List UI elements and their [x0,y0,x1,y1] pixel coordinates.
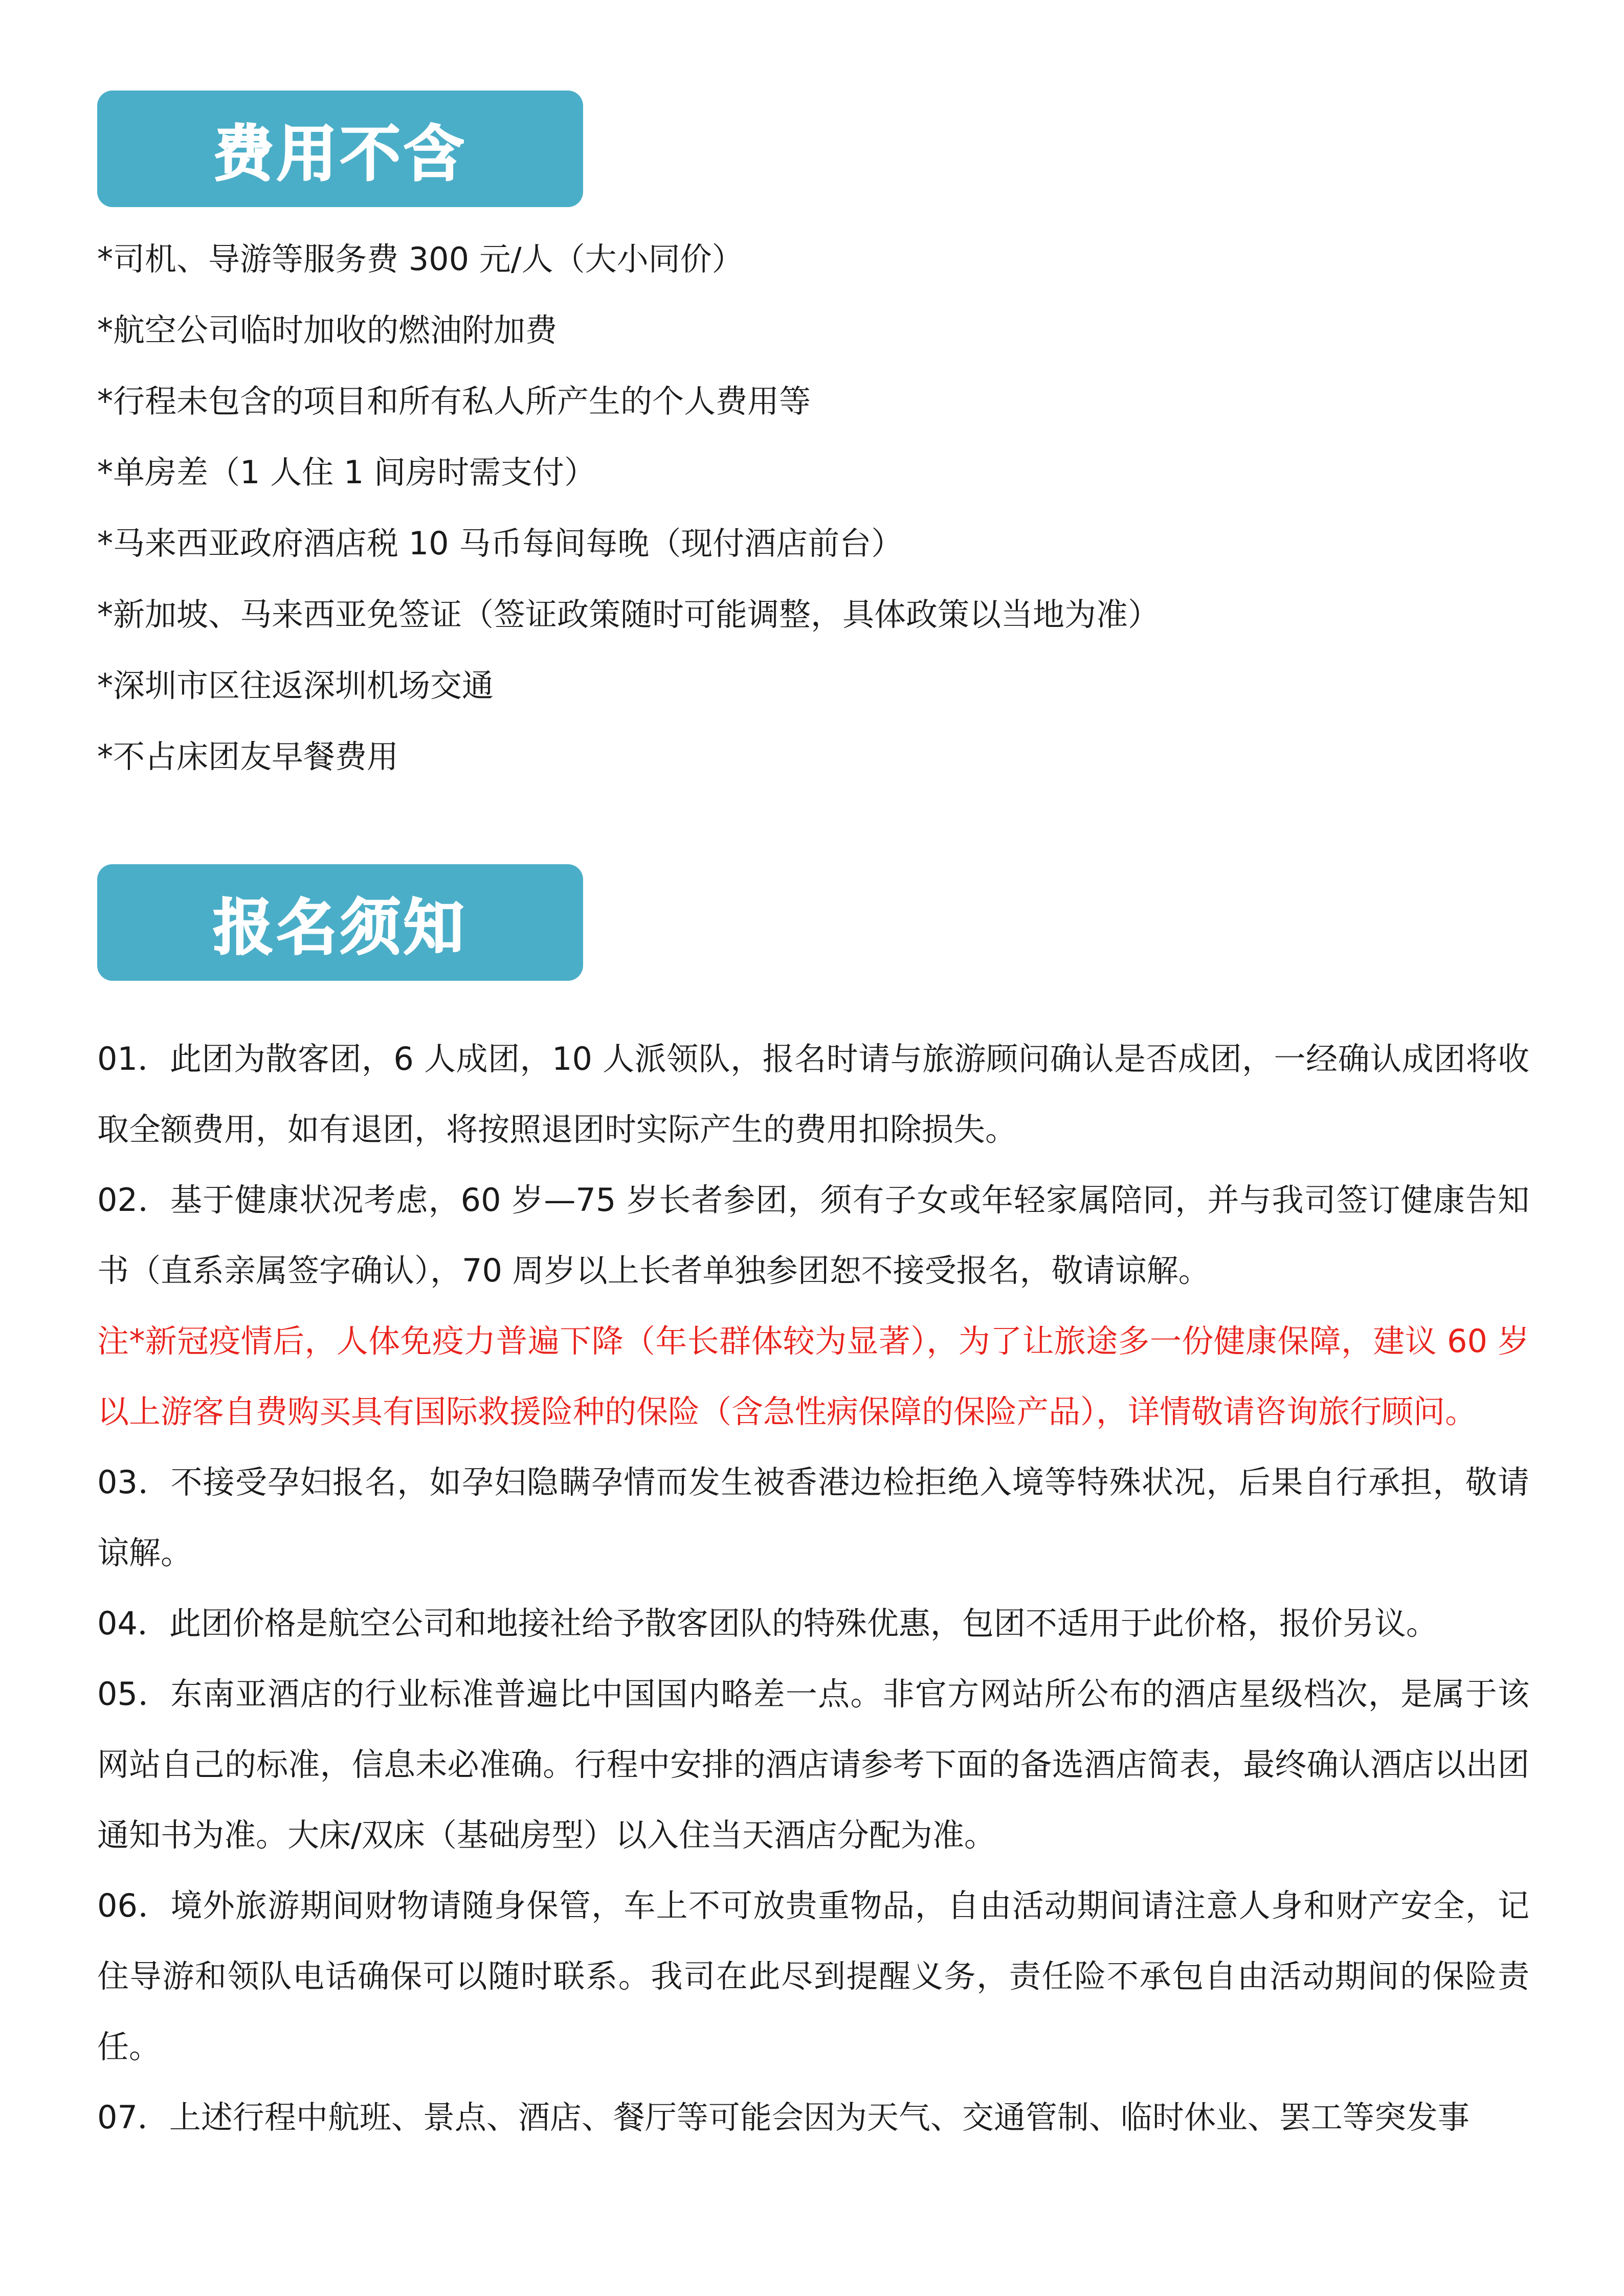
list-item: *新加坡、马来西亚免签证（签证政策随时可能调整，具体政策以当地为准） [97,596,1160,633]
notice-item-02: 02．基于健康状况考虑，60 岁—75 岁长者参团，须有子女或年轻家属陪同，并与我司签订健康告知书（直系亲属签字确认），70 周岁以上长者单独参团恕不接受报名，敬请谅解。 [97,1181,1529,1289]
notice-item-05: 05．东南亚酒店的行业标准普遍比中国国内略差一点。非官方网站所公布的酒店星级档次，是属于该网站自己的标准，信息未必准确。行程中安排的酒店请参考下面的备选酒店简表，最终确认酒店以出团通知书为准。大床/双床（基础房型）以入住当天酒店分配为准。 [97,1675,1529,1854]
notice-section-header [97,864,583,981]
fees-section-title: 费用不含 [213,119,467,189]
notice-section-title: 报名须知 [213,892,467,963]
fees-excluded-list [97,241,1529,810]
list-item: *司机、导游等服务费 300 元/人（大小同价） [97,240,744,278]
fees-section-header [97,91,583,207]
list-item: *马来西亚政府酒店税 10 马币每间每晚（现付酒店前台） [97,525,903,562]
list-item: *深圳市区往返深圳机场交通 [97,667,494,704]
list-item: *单房差（1 人住 1 间房时需支付） [97,454,596,491]
covid-health-warning: 注*新冠疫情后，人体免疫力普遍下降（年长群体较为显著），为了让旅途多一份健康保障，建议 60 岁以上游客自费购买具有国际救援险种的保险（含急性病保障的保险产品），详情敬请咨询旅行顾问。 [97,1322,1529,1430]
list-item: *不占床团友早餐费用 [97,738,399,775]
notice-item-01: 01．此团为散客团，6 人成团，10 人派领队，报名时请与旅游顾问确认是否成团，一经确认成团将收取全额费用，如有退团，将按照退团时实际产生的费用扣除损失。 [97,1040,1529,1148]
registration-notice-body [97,1024,1529,2153]
notice-item-06: 06．境外旅游期间财物请随身保管，车上不可放贵重物品，自由活动期间请注意人身和财产安全，记住导游和领队电话确保可以随时联系。我司在此尽到提醒义务，责任险不承包自由活动期间的保险责任。 [97,1887,1529,2065]
notice-item-07: 07．上述行程中航班、景点、酒店、餐厅等可能会因为天气、交通管制、临时休业、罢工等突发事 [97,2099,1470,2136]
notice-item-04: 04．此团价格是航空公司和地接社给予散客团队的特殊优惠，包团不适用于此价格，报价另议。 [97,1605,1438,1642]
notice-item-03: 03．不接受孕妇报名，如孕妇隐瞒孕情而发生被香港边检拒绝入境等特殊状况，后果自行承担，敬请谅解。 [97,1464,1529,1571]
list-item: *行程未包含的项目和所有私人所产生的个人费用等 [97,382,811,420]
list-item: *航空公司临时加收的燃油附加费 [97,311,558,349]
